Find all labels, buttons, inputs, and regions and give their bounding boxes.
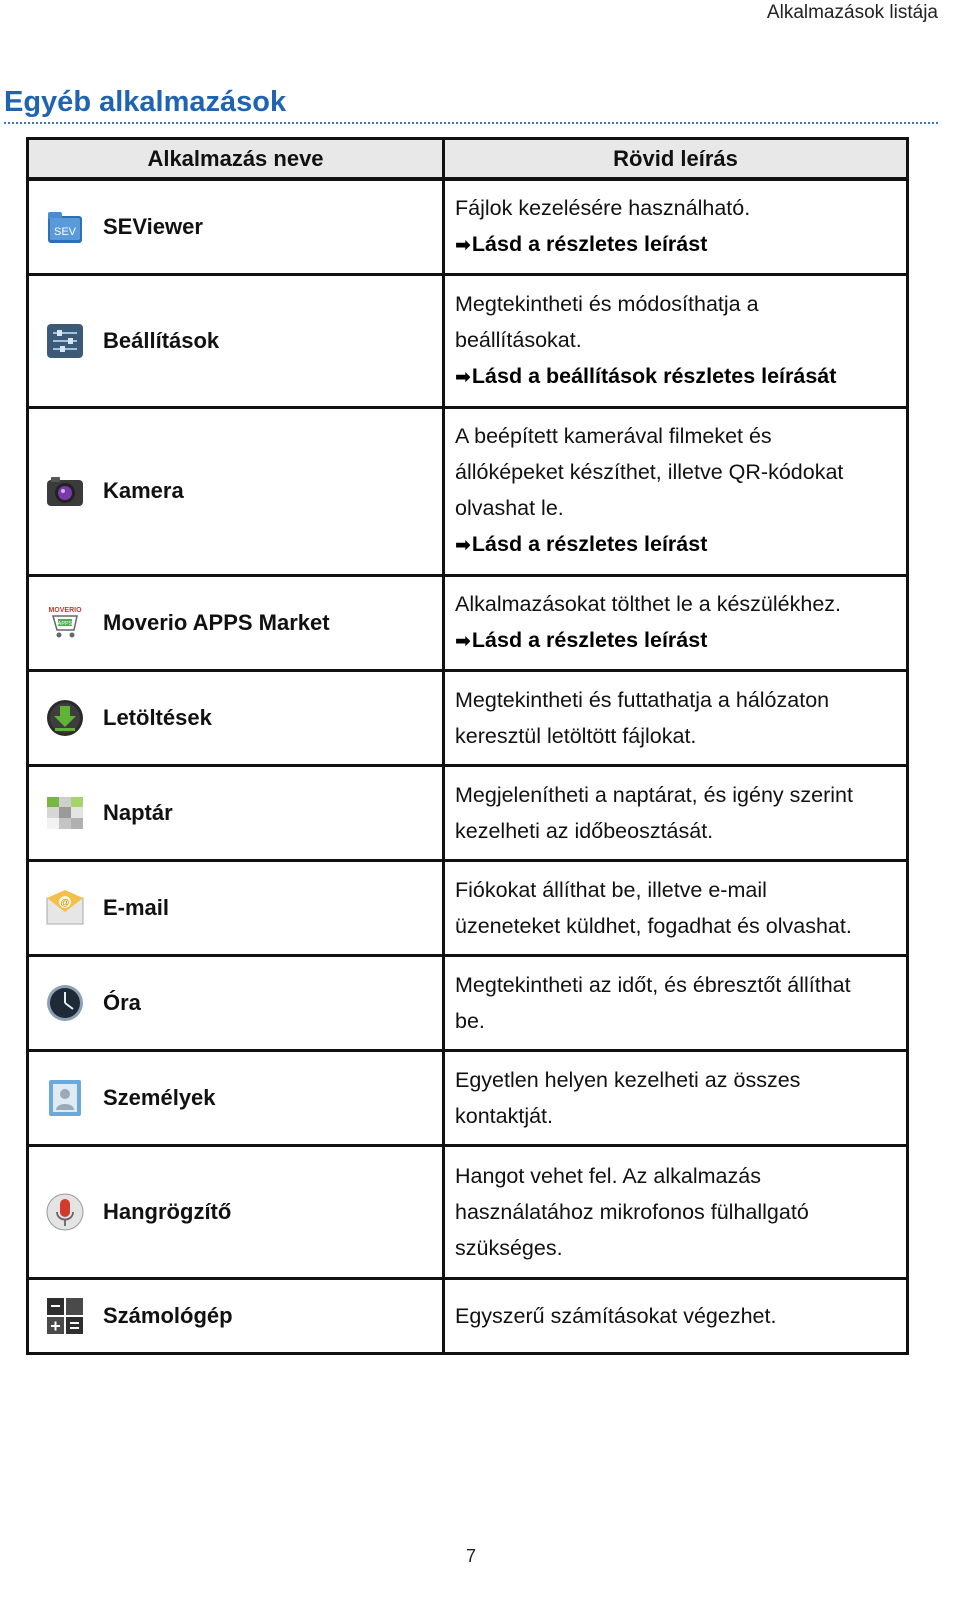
app-name-cell (28, 1278, 444, 1353)
page-number: 7 (465, 1546, 476, 1566)
description-line: használatához mikrofonos fülhallgató (455, 1199, 809, 1224)
arrow-right-icon: ➡ (455, 630, 471, 652)
see-details-link[interactable] (455, 226, 896, 264)
see-details-label: Lásd a részletes leírást (471, 627, 708, 652)
seviewer-icon (45, 207, 85, 247)
description-line: Fájlok kezelésére használható. (455, 195, 751, 220)
description-line: Fiókokat állíthat be, illetve e-mail (455, 877, 767, 902)
app-description-cell (444, 1145, 908, 1278)
table-row (28, 407, 908, 575)
description-line: kontaktját. (455, 1103, 553, 1128)
market-icon-sublabel: APPS (57, 620, 73, 627)
shopping-cart-icon (45, 603, 85, 643)
description-line: Egyetlen helyen kezelheti az összes (455, 1067, 801, 1092)
seviewer-icon-label: SEV (53, 225, 77, 238)
table-row (28, 1145, 908, 1278)
app-name-cell (28, 274, 444, 407)
camera-icon (45, 471, 85, 511)
arrow-right-icon: ➡ (455, 535, 471, 556)
description-line: szükséges. (455, 1235, 563, 1260)
app-description-cell (444, 179, 908, 274)
calculator-icon (45, 1296, 85, 1336)
app-description-cell (444, 1050, 908, 1145)
description-line: Alkalmazásokat tölthet le a készülékhez. (455, 591, 842, 616)
section-title: Egyéb alkalmazások (4, 84, 938, 124)
app-description-cell (444, 860, 908, 955)
app-name: Hangrögzítő (103, 1198, 232, 1224)
table-header-row (28, 139, 908, 180)
app-description-cell (444, 407, 908, 575)
table-row (28, 765, 908, 860)
see-details-link[interactable] (455, 358, 896, 396)
running-header: Alkalmazások listája (766, 2, 938, 23)
app-name-cell (28, 179, 444, 274)
market-icon-label: MOVERIO (48, 606, 82, 614)
app-name: SEViewer (103, 213, 203, 239)
column-header-name: Alkalmazás neve (28, 139, 444, 180)
description-line: beállításokat. (455, 327, 582, 352)
app-name-cell (28, 1050, 444, 1145)
see-details-link[interactable] (455, 622, 896, 660)
see-details-label: Lásd a beállítások részletes leírását (471, 363, 837, 388)
app-name-cell (28, 955, 444, 1050)
clock-icon (45, 983, 85, 1023)
apps-table (26, 137, 909, 1355)
app-name-cell (28, 407, 444, 575)
description-line: Megtekintheti és módosíthatja a (455, 291, 759, 316)
arrow-right-icon: ➡ (455, 234, 471, 256)
app-name-cell (28, 670, 444, 765)
description-line: Egyszerű számításokat végezhet. (455, 1303, 777, 1328)
app-name-cell (28, 1145, 444, 1278)
table-row (28, 670, 908, 765)
app-name: Személyek (103, 1084, 216, 1110)
download-icon (45, 698, 85, 738)
app-name-cell (28, 860, 444, 955)
description-line: állóképeket készíthet, illetve QR-kódokat (455, 460, 844, 484)
app-description-cell (444, 1278, 908, 1353)
app-name: Beállítások (103, 327, 220, 353)
app-name-cell (28, 575, 444, 670)
app-name: Óra (103, 989, 141, 1015)
envelope-icon (45, 888, 85, 928)
description-line: Megjelenítheti a naptárat, és igény szerint (455, 782, 853, 807)
description-line: Megtekintheti az időt, és ébresztőt állíthat (455, 972, 851, 997)
app-name: Számológép (103, 1302, 233, 1328)
see-details-label: Lásd a részletes leírást (471, 231, 708, 256)
description-line: Hangot vehet fel. Az alkalmazás (455, 1163, 761, 1188)
table-row (28, 1050, 908, 1145)
app-description-cell (444, 765, 908, 860)
microphone-icon (45, 1192, 85, 1232)
description-line: kezelheti az időbeosztását. (455, 818, 714, 843)
settings-icon (45, 321, 85, 361)
app-name: Moverio APPS Market (103, 609, 330, 635)
app-description-cell (444, 955, 908, 1050)
see-details-link[interactable] (455, 526, 896, 564)
table-row (28, 274, 908, 407)
arrow-right-icon: ➡ (455, 366, 471, 388)
description-line: keresztül letöltött fájlokat. (455, 723, 697, 748)
app-description-cell (444, 670, 908, 765)
app-description-cell (444, 575, 908, 670)
table-row (28, 860, 908, 955)
table-row (28, 955, 908, 1050)
table-row (28, 1278, 908, 1353)
app-name: Kamera (103, 478, 184, 503)
svg-text:@: @ (60, 897, 70, 907)
app-name-cell (28, 765, 444, 860)
description-line: Megtekintheti és futtathatja a hálózaton (455, 687, 830, 712)
app-name: E-mail (103, 894, 170, 920)
description-line: A beépített kamerával filmeket és (455, 424, 772, 448)
app-name: Letöltések (103, 704, 212, 730)
app-description-cell (444, 274, 908, 407)
see-details-label: Lásd a részletes leírást (471, 532, 708, 556)
table-row (28, 575, 908, 670)
table-row (28, 179, 908, 274)
description-line: üzeneteket küldhet, fogadhat és olvashat. (455, 913, 852, 938)
column-header-description: Rövid leírás (444, 139, 908, 180)
app-name: Naptár (103, 799, 173, 825)
calendar-icon (45, 793, 85, 833)
contacts-icon (45, 1078, 85, 1118)
description-line: olvashat le. (455, 496, 564, 520)
description-line: be. (455, 1008, 485, 1033)
